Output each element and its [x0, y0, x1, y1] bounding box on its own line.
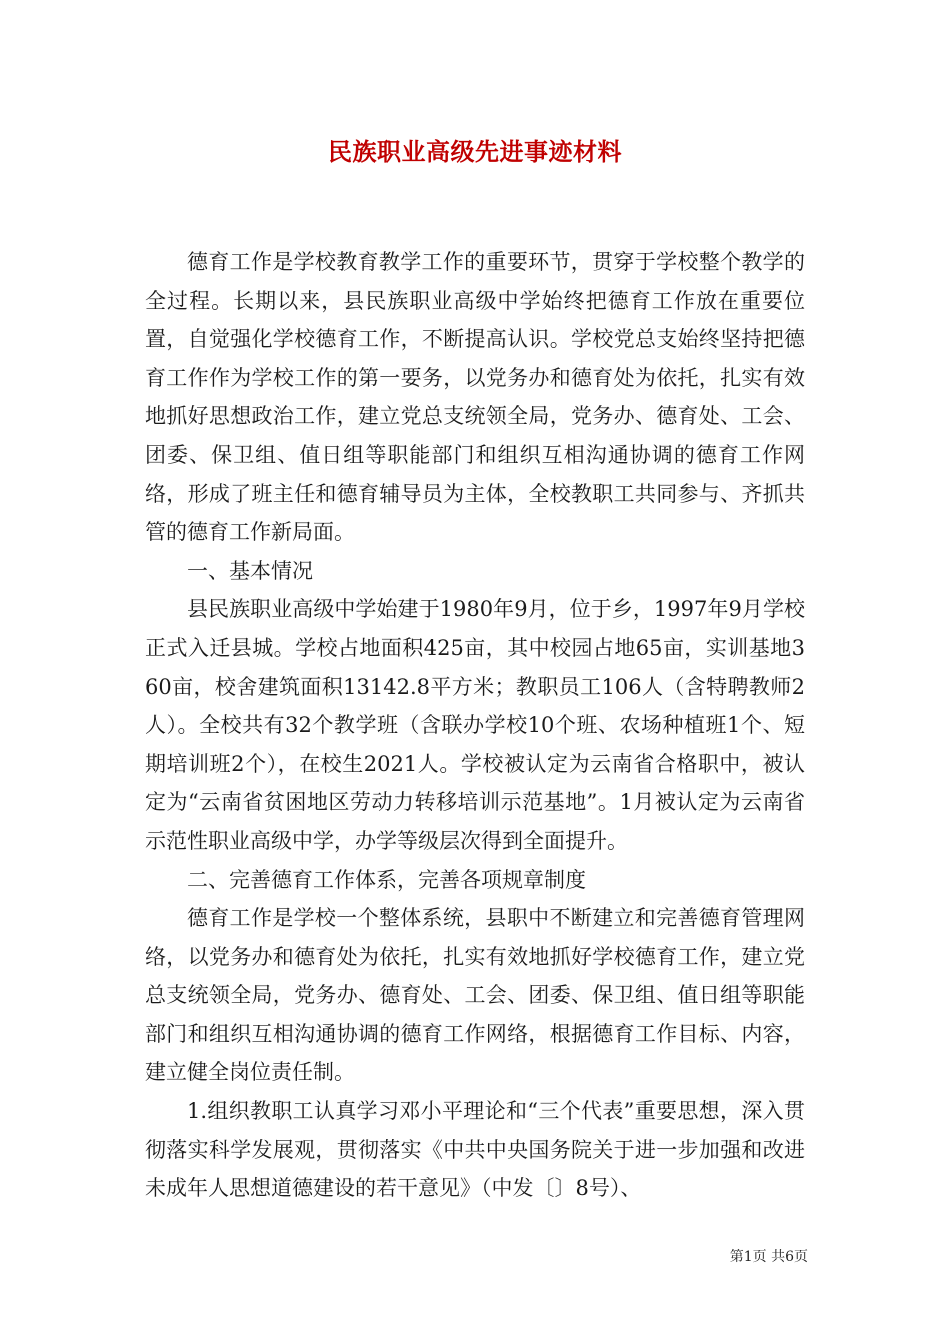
page-number: 第1页 共6页 [729, 1249, 808, 1265]
paragraph-intro: 德育工作是学校教育教学工作的重要环节，贯穿于学校整个教学的全过程。长期以来，县民族职业高级中学始终把德育工作放在重要位置，自觉强化学校德育工作，不断提高认识。学校党总支始终坚持把德育工作作为学校工作的第一要务，以党务办和德育处为依托，扎实有效地抓好思想政治工作，建立党总支统领全局，党务办、德育处、工会、团委、保卫组、值日组等职能部门和组织互相沟通协调的德育工作网络，形成了班主任和德育辅导员为主体，全校教职工共同参与、齐抓共管的德育工作新局面。 [145, 250, 805, 545]
heading-system: 二、完善德育工作体系，完善各项规章制度 [187, 867, 586, 892]
document-title: 民族职业高级先进事迹材料 [328, 138, 622, 166]
paragraph-item-1: 1.组织教职工认真学习邓小平理论和“三个代表”重要思想，深入贯彻落实科学发展观，贯彻落实《中共中央国务院关于进一步加强和改进未成年人思想道德建设的若干意见》（中发〔〕8号）、 [145, 1099, 805, 1201]
paragraph-system: 德育工作是学校一个整体系统，县职中不断建立和完善德育管理网络，以党务办和德育处为依托，扎实有效地抓好学校德育工作，建立党总支统领全局，党务办、德育处、工会、团委、保卫组、值日组等职能部门和组织互相沟通协调的德育工作网络，根据德育工作目标、内容，建立健全岗位责任制。 [145, 906, 805, 1085]
paragraph-basic-info: 县民族职业高级中学始建于1980年9月，位于乡，1997年9月学校正式入迁县城。学校占地面积425亩，其中校园占地65亩，实训基地360亩，校舍建筑面积13142.8平方米；教职员工106人（含特聘教师2人）。全校共有32个教学班（含联办学校10个班、农场种植班1个、短期培训班2个），在校生2021人。学校被认定为云南省合格职中，被认定为“云南省贫困地区劳动力转移培训示范基地”。1月被认定为云南省示范性职业高级中学，办学等级层次得到全面提升。 [145, 597, 805, 853]
heading-basic-info: 一、基本情况 [187, 558, 313, 583]
document-body [145, 243, 805, 1208]
